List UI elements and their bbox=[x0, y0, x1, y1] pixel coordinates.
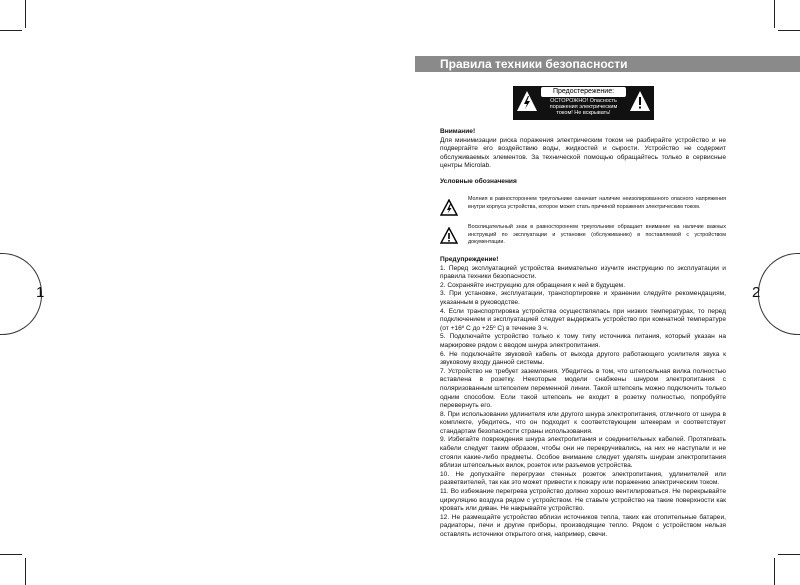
attention-heading: Внимание! bbox=[440, 128, 476, 135]
list-item: 9. Избегайте повреждения шнура электропитания и соединительных кабелей. Протягивать кабели следует таким образом, чтобы они не перекручивались, на них не наступали и не стояли какие-либо предметы. Особое внимание следует уделять шнурам электропитания вблизи штепсельных вилок, розеток или разъемов устройства. bbox=[440, 436, 726, 470]
list-item: 4. Если транспортировка устройства осуществлялась при низких температурах, то перед подключением и эксплуатацией следует выдержать устройство при комнатной температуре (от +16º С до +25º С) в течение 3 ч. bbox=[440, 307, 726, 332]
lightning-triangle-icon bbox=[516, 90, 538, 112]
symbols-heading: Условные обозначения bbox=[440, 178, 517, 185]
page-number-left: 1 bbox=[36, 284, 45, 301]
right-page-tab bbox=[758, 253, 800, 335]
crop-mark-top-left-h bbox=[0, 30, 22, 31]
list-item: 2. Сохраняйте инструкцию для обращения к ней в будущем. bbox=[440, 281, 626, 289]
lightning-triangle-icon bbox=[440, 199, 458, 217]
attention-section bbox=[440, 128, 726, 171]
list-item: 7. Устройство не требует заземления. Убедитесь в том, что штепсельная вилка полностью вставлена в розетку. Некоторые модели снабжены шнуром электропитания с поляризованным штепселем переменной линии. Такой штепсель можно подключить только одним способом. Если такой штепсель не входит в розетку полностью, попробуйте перевернуть его. bbox=[440, 367, 726, 410]
list-item: 10. Не допускайте перегрузки стенных розеток электропитания, удлинителей или разветвителей, так как это может привести к пожару или поражению электрическим током. bbox=[440, 470, 726, 487]
list-item: 12. Не размещайте устройство вблизи источников тепла, таких как отопительные батареи, радиаторы, печи и другие приборы, производящие тепло. Рядом с устройством нельзя оставлять источники открытого огня, например, свечи. bbox=[440, 513, 726, 538]
exclamation-triangle-icon bbox=[629, 90, 651, 112]
warnings-section bbox=[440, 256, 726, 540]
list-item: 11. Во избежание перегрева устройство должно хорошо вентилироваться. Не перекрывайте циркуляцию воздуха рядом с устройством. Не ставьте устройство на такие поверхности как кровать или диван. Не накрывайте устройство. bbox=[440, 488, 726, 513]
symbol-exclamation-text: Восклицательный знак в равностороннем треугольнике обращает внимание на наличие важных инструкций по эксплуатации и установке (обслуживанию) в поставляемой с устройством документации. bbox=[468, 224, 726, 245]
list-item: 8. При использовании удлинителя или другого шнура электропитания, отличного от шнура в комплекте, убедитесь, что он подходит к соответствующим штекерам и соответствует стандартам безопасности страны использования. bbox=[440, 410, 726, 435]
symbol-lightning-text: Молния в равностороннем треугольнике означает наличие неизолированного опасного напряжения внутри корпуса устройства, которое может стать причиной поражения электрическим током. bbox=[468, 196, 726, 210]
crop-mark-bottom-left-v bbox=[25, 558, 26, 585]
list-item: 1. Перед эксплуатацией устройства внимательно изучите инструкцию по эксплуатации и правила техники безопасности. bbox=[440, 264, 726, 281]
crop-mark-top-left bbox=[25, 0, 26, 28]
crop-mark-bottom-left bbox=[0, 554, 22, 555]
exclamation-triangle-icon bbox=[440, 227, 458, 245]
list-item: 5. Подключайте устройство только к тому типу источника питания, который указан на маркировке рядом с вводом шнура электропитания. bbox=[440, 333, 726, 349]
list-item: 3. При установке, эксплуатации, транспортировке и хранении следуйте рекомендациям, указанным в руководстве. bbox=[440, 290, 726, 306]
caution-text: ОСТОРОЖНО! Опасность поражения электрическим током! Не вскрывать! bbox=[549, 98, 618, 116]
caution-label: Предостережение: bbox=[541, 87, 626, 97]
attention-text: Для минимизации риска поражения электрическим током не разбирайте устройство и не подвергайте его воздействию воды, жидкостей и сырости. Устройство не содержит обслуживаемых элементов. За технической помощью обращайтесь только в сервисные центры Microlab. bbox=[440, 136, 726, 170]
crop-mark-top-right bbox=[774, 0, 775, 28]
section-title: Правила техники безопасности bbox=[440, 57, 628, 71]
warnings-heading: Предупреждение! bbox=[440, 256, 499, 263]
crop-mark-top-right-h bbox=[778, 30, 800, 31]
crop-mark-bottom-right bbox=[778, 554, 800, 555]
page-number-right: 2 bbox=[752, 284, 761, 301]
list-item: 6. Не подключайте звуковой кабель от выхода другого работающего усилителя звука к звуковому входу данной системы. bbox=[440, 350, 726, 367]
crop-mark-bottom-right-v bbox=[774, 558, 775, 585]
